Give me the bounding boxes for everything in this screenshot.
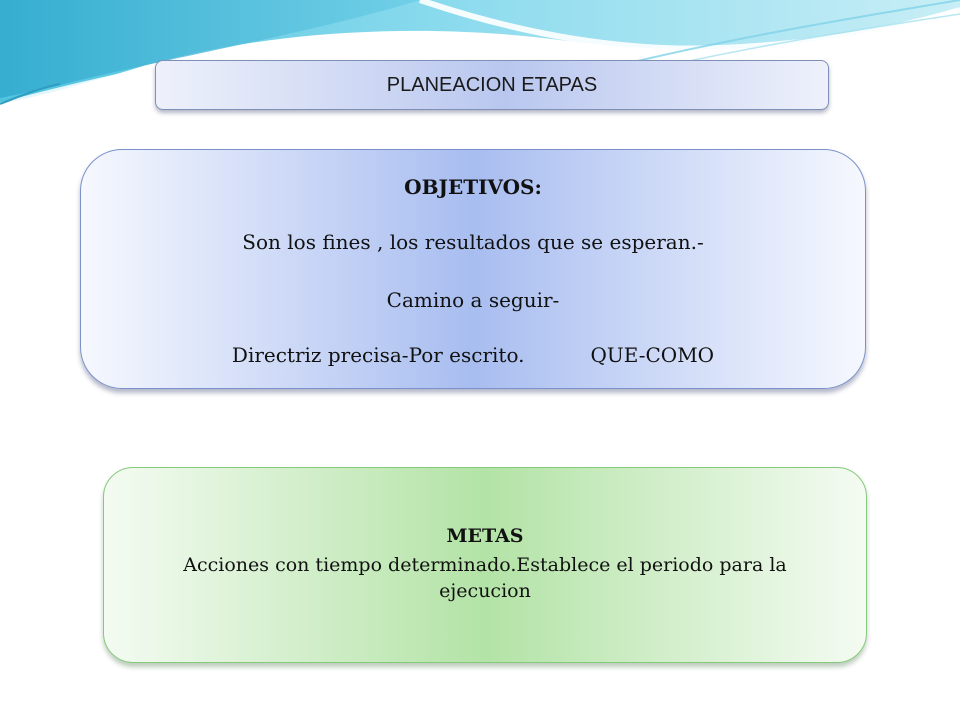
objetivos-heading: OBJETIVOS: (404, 175, 542, 199)
title-box (155, 60, 829, 110)
metas-heading: METAS (446, 525, 524, 547)
objetivos-line-3 (81, 343, 865, 367)
metas-body: Acciones con tiempo determinado.Establece el periodo para la ejecucion (183, 554, 787, 602)
objetivos-line-3-left: Directriz precisa-Por escrito. (231, 343, 525, 367)
objetivos-line-1: Son los fines , los resultados que se esperan.- (242, 230, 704, 254)
metas-box (103, 467, 867, 663)
objetivos-line-3-right: QUE-COMO (590, 343, 715, 367)
objetivos-line-2: Camino a seguir- (386, 288, 560, 312)
objetivos-box (80, 149, 866, 389)
slide-title: PLANEACION ETAPAS (386, 73, 598, 96)
